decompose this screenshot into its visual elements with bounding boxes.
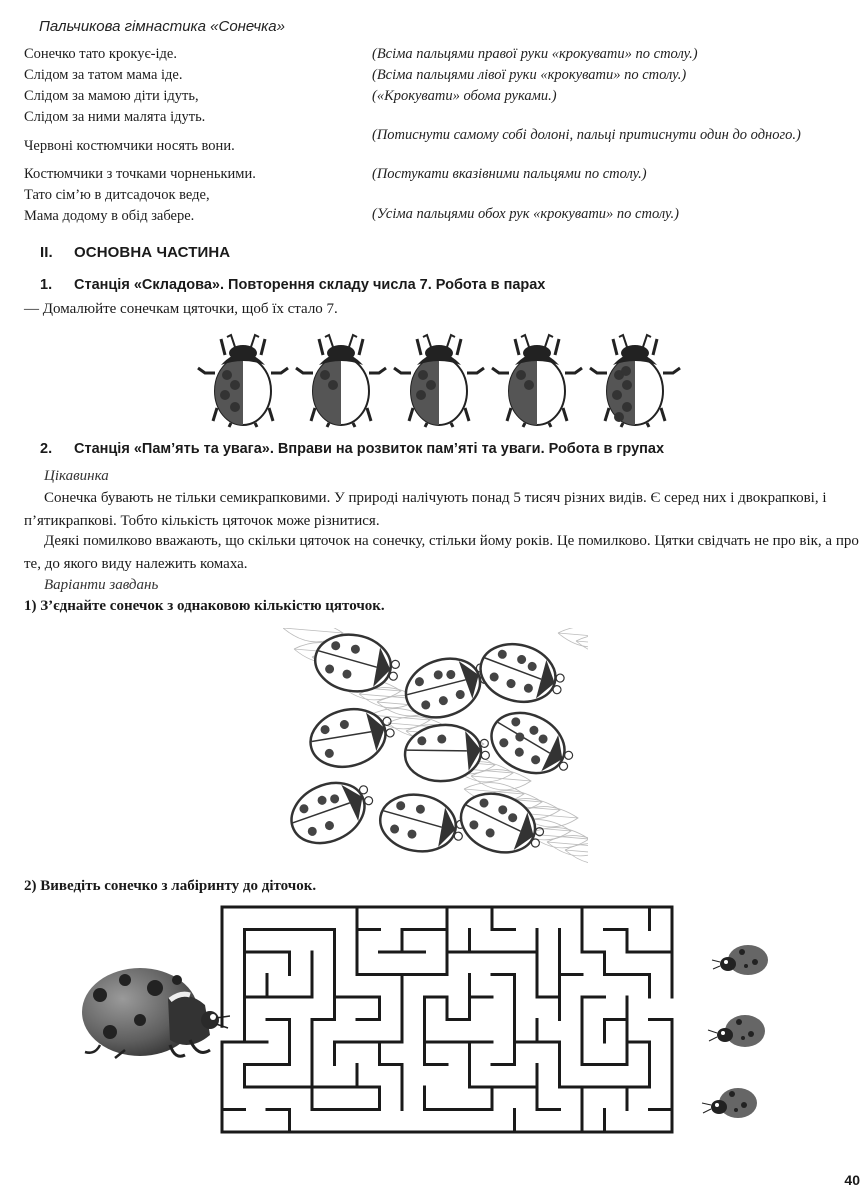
station2-number: 2.	[40, 441, 53, 457]
fact-paragraph-2: Деякі помилково вважають, що скільки цяточок на сонечку, стільки йому років. Це помилково. Цятки свідчать не про вік, а про те, до якого виду належить комаха.	[24, 533, 859, 572]
half-ladybug	[492, 335, 582, 427]
ladybug-spot	[418, 370, 428, 380]
poem-line: Костюмчики з точками чорненькими.	[24, 166, 256, 182]
poem-instruction: (Усіма пальцями обох рук «крокувати» по столу.)	[372, 206, 679, 222]
ladybug-spot	[328, 380, 338, 390]
poem-instruction: («Крокувати» обома руками.)	[372, 88, 557, 104]
poem-line: Слідом за татом мама іде.	[24, 67, 183, 83]
ladybug-spot	[621, 366, 631, 376]
ladybug-spot	[222, 370, 232, 380]
poem-line: Слідом за мамою діти ідуть,	[24, 88, 199, 104]
section-title: ОСНОВНА ЧАСТИНА	[74, 244, 231, 261]
baby-ladybug-icon	[705, 1010, 767, 1052]
station1-task: — Домалюйте сонечкам цяточки, щоб їх стало 7.	[24, 301, 338, 317]
poem-line: Тато сім’ю в дитсадочок веде,	[24, 187, 210, 203]
station1-heading	[40, 277, 545, 293]
ladybug-spot	[622, 402, 632, 412]
ladybug-spot	[614, 412, 624, 422]
maze-walls	[222, 907, 672, 1132]
task-2: 2) Виведіть сонечко з лабіринту до діточок.	[24, 878, 317, 894]
variants-heading: Варіанти завдань	[44, 577, 159, 593]
baby-ladybug-icon	[710, 940, 770, 980]
ladybug-spot	[230, 380, 240, 390]
half-ladybug	[296, 335, 386, 427]
half-ladybug	[394, 335, 484, 427]
poem-instruction: (Всіма пальцями лівої руки «крокувати» по столу.)	[372, 67, 687, 83]
maze[interactable]	[220, 905, 680, 1137]
grid-ladybug	[283, 768, 382, 854]
grid-ladybug	[398, 646, 496, 727]
poem-instruction: (Потиснути самому собі долоні, пальці притиснути один до одного.)	[372, 127, 801, 143]
grid-ladybug	[482, 702, 582, 788]
ladybug-spot	[612, 390, 622, 400]
poem-instruction: (Всіма пальцями правої руки «крокувати» по столу.)	[372, 46, 698, 62]
ladybug-spot	[220, 390, 230, 400]
station1-title: Станція «Складова». Повторення складу числа 7. Робота в парах	[74, 277, 546, 293]
fact-heading: Цікавинка	[44, 468, 109, 484]
ladybug-spot	[524, 380, 534, 390]
poem-line: Мама додому в обід забере.	[24, 208, 195, 224]
baby-ladybug-icon	[700, 1083, 760, 1123]
ladybug-spot	[516, 370, 526, 380]
ladybug-spot	[416, 390, 426, 400]
page-number: 40	[844, 1172, 860, 1188]
half-ladybug	[590, 335, 680, 427]
ladybug-spot	[230, 402, 240, 412]
poem-title: Пальчикова гімнастика «Сонечка»	[39, 18, 285, 35]
ladybug-spot	[426, 380, 436, 390]
grid-ladybug	[453, 784, 551, 863]
ladybug-grid-illustration	[283, 628, 588, 863]
poem-instruction: (Постукати вказівними пальцями по столу.)	[372, 166, 647, 182]
station2-heading	[40, 441, 664, 457]
half-ladybugs-row	[195, 333, 685, 428]
ladybug-spot	[622, 380, 632, 390]
half-ladybug	[198, 335, 288, 427]
grid-ladybug	[474, 636, 570, 712]
poem-line: Сонечко тато крокує-іде.	[24, 46, 177, 62]
mother-ladybug-icon	[70, 960, 230, 1065]
station1-number: 1.	[40, 277, 53, 293]
fact-paragraph-1: Сонечка бувають не тільки семикрапковими. У природі налічують понад 5 тисяч різних видів. Є серед них і двокрапкові, і п’ятикрапкові. Тобто кількість цяточок може різнитися.	[24, 490, 827, 529]
station2-title: Станція «Пам’ять та увага». Вправи на розвиток пам’яті та уваги. Робота в групах	[74, 441, 665, 457]
section-number: II.	[40, 244, 53, 261]
ladybug-spot	[320, 370, 330, 380]
section-heading	[40, 244, 230, 261]
grid-ladybug	[403, 721, 492, 784]
poem-line: Червоні костюмчики носять вони.	[24, 138, 235, 154]
grid-ladybug	[304, 699, 400, 775]
grid-ladybug	[376, 789, 468, 859]
task-1: 1) З’єднайте сонечок з однаковою кількістю цяточок.	[24, 598, 385, 614]
poem-line: Слідом за ними малята ідуть.	[24, 109, 206, 125]
